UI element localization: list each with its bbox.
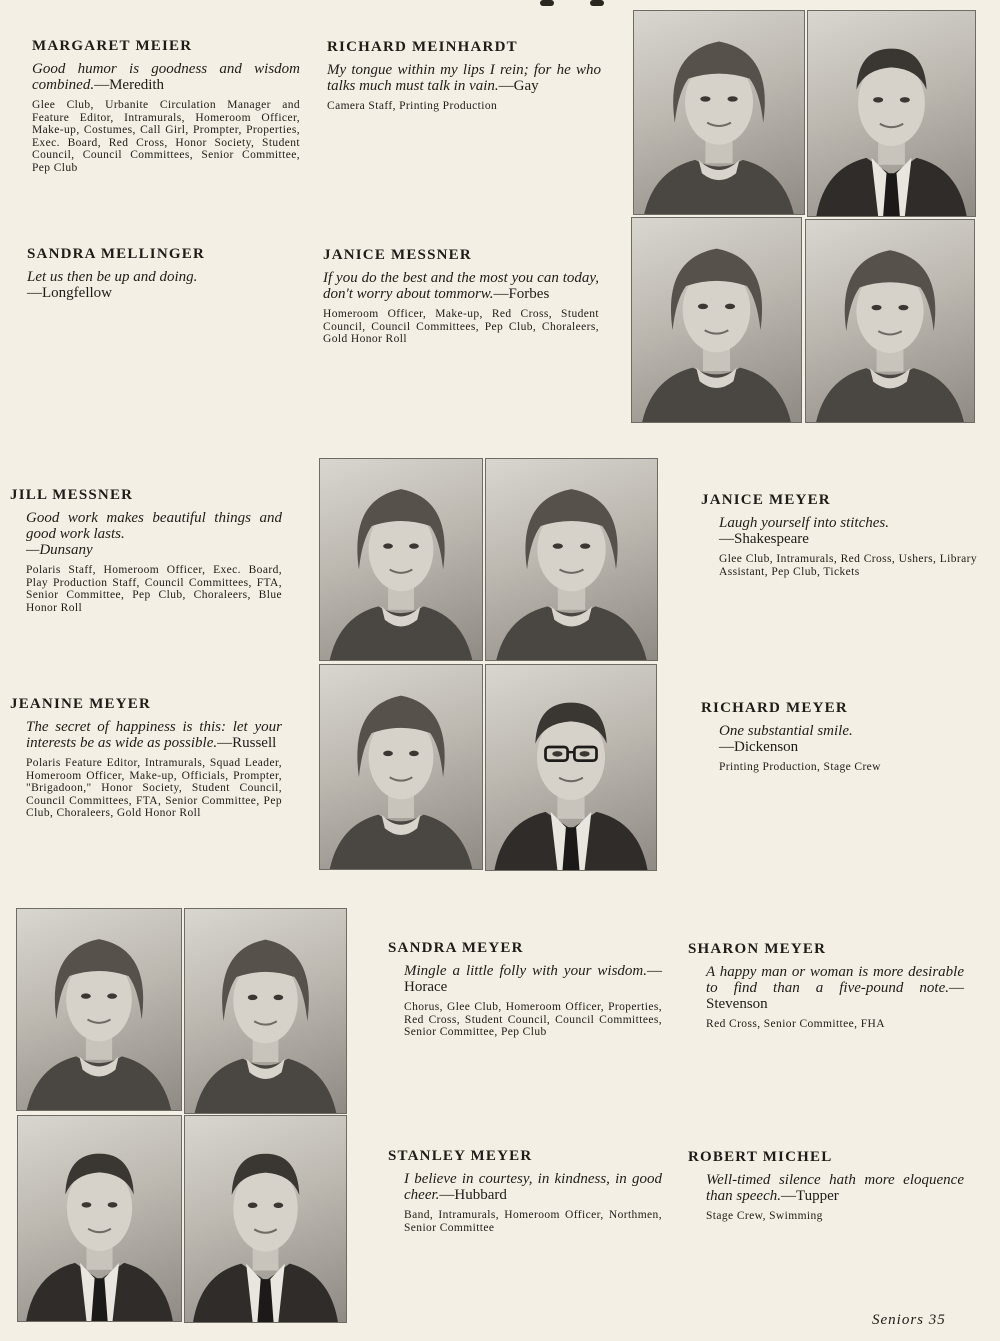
quote-author: —Hubbard xyxy=(439,1187,507,1203)
senior-entry xyxy=(688,1149,964,1223)
quote-author: —Dickenson xyxy=(719,739,799,755)
senior-entry xyxy=(388,1148,662,1234)
senior-activities: Glee Club, Urbanite Circulation Manager and Feature Editor, Intramurals, Homeroom Officer, Make-up, Costumes, Call Girl, Prompter, Properties, Exec. Board, Red Cross, Honor Society, Student Council, Council Committees, Senior Committee, Pep Club xyxy=(32,99,300,174)
quote-author: —Russell xyxy=(217,735,277,751)
senior-quote: Well-timed silence hath more eloquence than speech.—Tupper xyxy=(706,1172,964,1204)
senior-name: SANDRA MELLINGER xyxy=(27,246,205,262)
senior-quote: Laugh yourself into stitches. —Shakespeare xyxy=(719,515,889,547)
senior-activities: Glee Club, Intramurals, Red Cross, Ushers, Library Assistant, Pep Club, Tickets xyxy=(719,553,977,578)
portrait-photo xyxy=(631,217,802,423)
senior-entry xyxy=(27,246,299,307)
senior-entry xyxy=(327,39,601,113)
page-footer: Seniors 35 xyxy=(872,1312,946,1328)
quote-author: —Forbes xyxy=(493,286,550,302)
senior-quote: The secret of happiness is this: let your interests be as wide as possible.—Russell xyxy=(26,719,282,751)
senior-activities: Camera Staff, Printing Production xyxy=(327,100,498,112)
senior-name: ROBERT MICHEL xyxy=(688,1149,833,1165)
quote-author: —Dunsany xyxy=(26,542,93,558)
senior-activities: Polaris Staff, Homeroom Officer, Exec. Board, Play Production Staff, Council Committees, FTA, Senior Committee, Pep Club, Choraleers, Blue Honor Roll xyxy=(26,564,282,614)
senior-quote: Good work makes beautiful things and good work lasts. —Dunsany xyxy=(26,510,282,558)
quote-author: —Tupper xyxy=(780,1188,839,1204)
senior-name: SHARON MEYER xyxy=(688,941,827,957)
senior-quote: My tongue within my lips I rein; for he who talks much must talk in vain.—Gay xyxy=(327,62,601,94)
quote-author: —Longfellow xyxy=(27,285,112,301)
senior-name: MARGARET MEIER xyxy=(32,38,193,54)
senior-name: JANICE MEYER xyxy=(701,492,831,508)
senior-quote: Let us then be up and doing. —Longfellow xyxy=(27,269,198,301)
senior-entry xyxy=(10,487,282,614)
senior-quote: Mingle a little folly with your wisdom.—Horace xyxy=(404,963,662,995)
senior-activities: Polaris Feature Editor, Intramurals, Squad Leader, Homeroom Officer, Make-up, Officials, Prompter, "Brigadoon," Honor Society, Student Council, Council Committees, FTA, Senior Committee, Pep Club, Choraleers, Gold Honor Roll xyxy=(26,757,282,820)
senior-quote: A happy man or woman is more desirable to find than a five-pound note.—Stevenson xyxy=(706,964,964,1012)
senior-name: JILL MESSNER xyxy=(10,487,134,503)
senior-activities: Band, Intramurals, Homeroom Officer, Northmen, Senior Committee xyxy=(404,1209,662,1234)
portrait-photo xyxy=(805,219,975,423)
senior-quote: I believe in courtesy, in kindness, in good cheer.—Hubbard xyxy=(404,1171,662,1203)
quote-author: —Gay xyxy=(498,78,539,94)
portrait-photo xyxy=(807,10,976,217)
senior-name: JEANINE MEYER xyxy=(10,696,152,712)
portrait-photo xyxy=(319,664,483,870)
senior-activities: Chorus, Glee Club, Homeroom Officer, Properties, Red Cross, Student Council, Council Committees, Senior Committee, Pep Club xyxy=(404,1001,662,1039)
senior-name: JANICE MESSNER xyxy=(323,247,472,263)
senior-quote: If you do the best and the most you can today, don't worry about tommorw.—Forbes xyxy=(323,270,599,302)
quote-author: —Shakespeare xyxy=(719,531,809,547)
senior-activities: Stage Crew, Swimming xyxy=(706,1210,823,1222)
quote-author: —Stevenson xyxy=(706,980,964,1012)
senior-activities: Homeroom Officer, Make-up, Red Cross, Student Council, Council Committees, Pep Club, Choraleers, Gold Honor Roll xyxy=(323,308,599,346)
portrait-photo xyxy=(319,458,483,661)
senior-entry xyxy=(388,940,662,1039)
portrait-photo xyxy=(485,664,657,871)
senior-entry xyxy=(10,696,282,820)
portrait-photo xyxy=(633,10,805,215)
portrait-photo xyxy=(17,1115,182,1322)
senior-name: SANDRA MEYER xyxy=(388,940,524,956)
senior-entry xyxy=(323,247,599,346)
senior-quote: Good humor is goodness and wisdom combined.—Meredith xyxy=(32,61,300,93)
senior-entry xyxy=(701,700,951,774)
senior-entry xyxy=(701,492,977,578)
portrait-photo xyxy=(485,458,658,661)
quote-author: —Meredith xyxy=(94,77,165,93)
senior-entry xyxy=(32,38,300,175)
senior-activities: Red Cross, Senior Committee, FHA xyxy=(706,1018,885,1030)
senior-activities: Printing Production, Stage Crew xyxy=(719,761,881,773)
senior-name: STANLEY MEYER xyxy=(388,1148,533,1164)
portrait-photo xyxy=(184,1115,347,1323)
portrait-photo xyxy=(184,908,347,1114)
cropped-page-header xyxy=(290,0,630,6)
senior-entry xyxy=(688,941,964,1031)
senior-name: RICHARD MEYER xyxy=(701,700,848,716)
quote-author: —Horace xyxy=(404,963,662,995)
senior-quote: One substantial smile. —Dickenson xyxy=(719,723,853,755)
senior-name: RICHARD MEINHARDT xyxy=(327,39,518,55)
portrait-photo xyxy=(16,908,182,1111)
